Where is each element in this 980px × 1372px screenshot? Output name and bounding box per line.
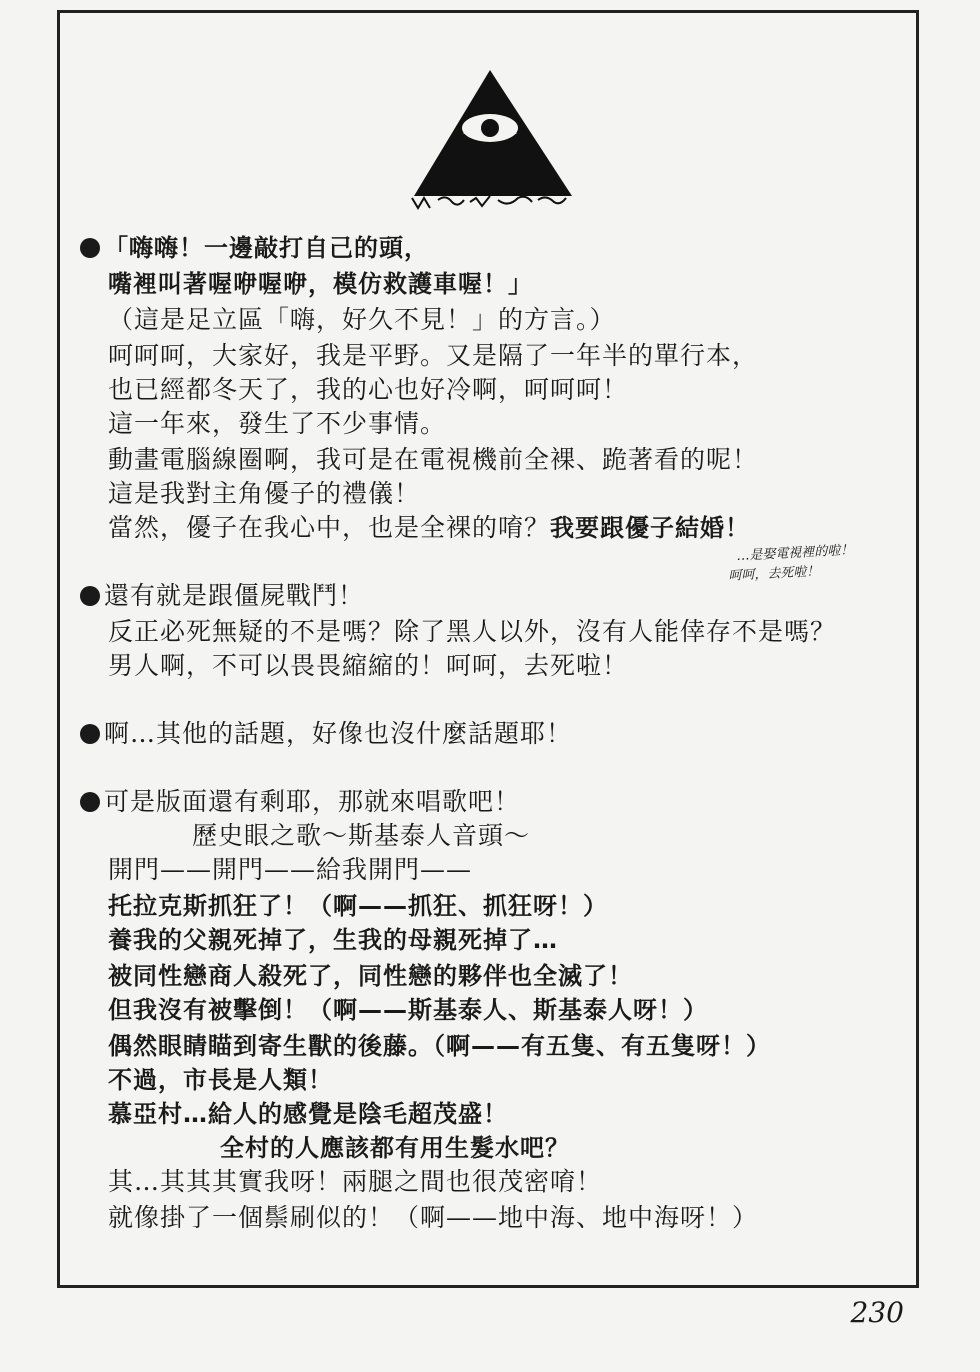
side-note-line1: …是娶電視裡的啦！ [736,542,854,564]
section1-line8: 這是我對主角優子的禮儀！ [108,479,421,508]
section3-line1: 啊…其他的話題，好像也沒什麼話題耶！ [80,718,572,750]
song-line1: 開門——開門——給我開門—— [108,855,473,884]
signature-icon [412,196,566,208]
bullet-icon [80,724,100,744]
section2-line2: 反正必死無疑的不是嗎？除了黑人以外，沒有人能倖存不是嗎？ [108,617,837,646]
song-line4: 被同性戀商人殺死了，同性戀的夥伴也全滅了！ [108,962,633,990]
bullet-icon [80,792,100,812]
section2-line1: 還有就是跟僵屍戰鬥！ [80,580,364,612]
section1-line3: （這是足立區「嗨，好久不見！」的方言。） [108,305,616,334]
song-title: 歷史眼之歌～斯基泰人音頭～ [192,821,531,850]
bullet-icon [80,238,100,258]
section1-line6: 這一年來，發生了不少事情。 [108,409,447,438]
section1-line1: 「嗨嗨！一邊敲打自己的頭， [80,232,429,264]
bullet-icon [80,586,100,606]
section1-line9-text: 當然，優子在我心中，也是全裸的唷？ [108,513,551,542]
section1-line7: 動畫電腦線圈啊，我可是在電視機前全裸、跪著看的呢！ [108,445,759,474]
song-line9: 全村的人應該都有用生髮水吧？ [220,1134,570,1162]
section2-line3: 男人啊，不可以畏畏縮縮的！呵呵，去死啦！ [108,651,629,680]
song-line8: 慕亞村…給人的感覺是陰毛超茂盛！ [108,1100,508,1128]
song-line10: 其…其其其實我呀！兩腿之間也很茂密唷！ [108,1167,603,1196]
song-line3: 養我的父親死掉了，生我的母親死掉了… [108,926,558,954]
section1-line4: 呵呵呵，大家好，我是平野。又是隔了一年半的單行本， [108,341,759,370]
song-line2: 托拉克斯抓狂了！（啊——抓狂、抓狂呀！） [108,892,608,920]
section1-line5: 也已經都冬天了，我的心也好冷啊，呵呵呵！ [108,375,629,404]
section4-line1: 可是版面還有剩耶，那就來唱歌吧！ [80,786,520,818]
song-line7: 不過，市長是人類！ [108,1066,333,1094]
section1-line2: 嘴裡叫著喔咿喔咿，模仿救護車喔！」 [108,270,533,298]
side-note-line2: 呵呵，去死啦！ [728,564,820,584]
section1-line9-bold: 我要跟優子結婚！ [550,514,751,542]
eye-pyramid-icon [408,68,578,218]
section1-line9 [108,512,750,544]
page-number: 230 [850,1296,904,1329]
song-line5: 但我沒有被擊倒！（啊——斯基泰人、斯基泰人呀！） [108,996,708,1024]
song-line6: 偶然眼睛瞄到寄生獸的後藤。（啊——有五隻、有五隻呀！） [108,1032,771,1060]
song-line11: 就像掛了一個鬃刷似的！（啊——地中海、地中海呀！） [108,1203,759,1232]
